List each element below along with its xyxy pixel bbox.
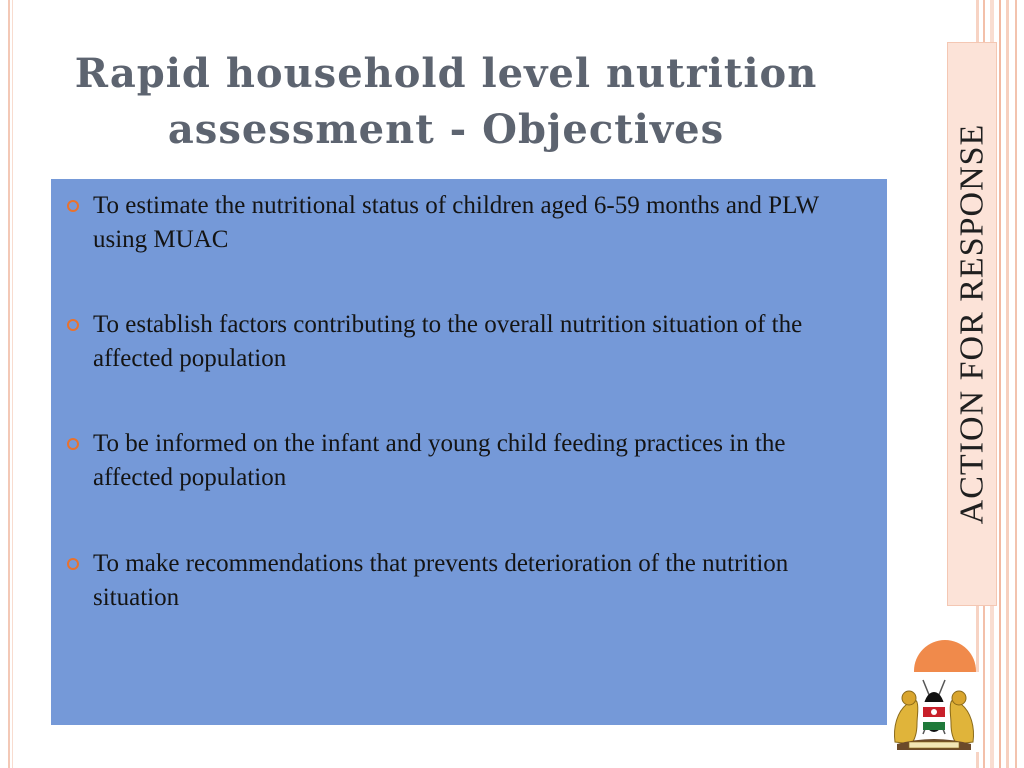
bullet-text: To be informed on the infant and young child feeding practices in the affected population <box>93 430 786 491</box>
side-label-text: ACTION FOR RESPONSE <box>953 123 990 525</box>
slide-title: Rapid household level nutrition assessment - Objectives <box>74 50 818 153</box>
hollow-circle-bullet-icon <box>67 438 79 450</box>
bullet-text: To make recommendations that prevents deterioration of the nutrition situation <box>93 550 789 611</box>
left-border-line <box>8 0 10 768</box>
bullet-text: To establish factors contributing to the overall nutrition situation of the affected population <box>93 311 803 372</box>
left-border-line-inner <box>12 0 13 768</box>
hollow-circle-bullet-icon <box>67 200 79 212</box>
bullet-text: To estimate the nutritional status of children aged 6-59 months and PLW using MUAC <box>93 192 819 253</box>
kenya-coat-of-arms-icon <box>887 672 981 752</box>
objectives-content-box <box>51 179 887 725</box>
hollow-circle-bullet-icon <box>67 558 79 570</box>
side-label-panel <box>947 42 997 606</box>
hollow-circle-bullet-icon <box>67 319 79 331</box>
